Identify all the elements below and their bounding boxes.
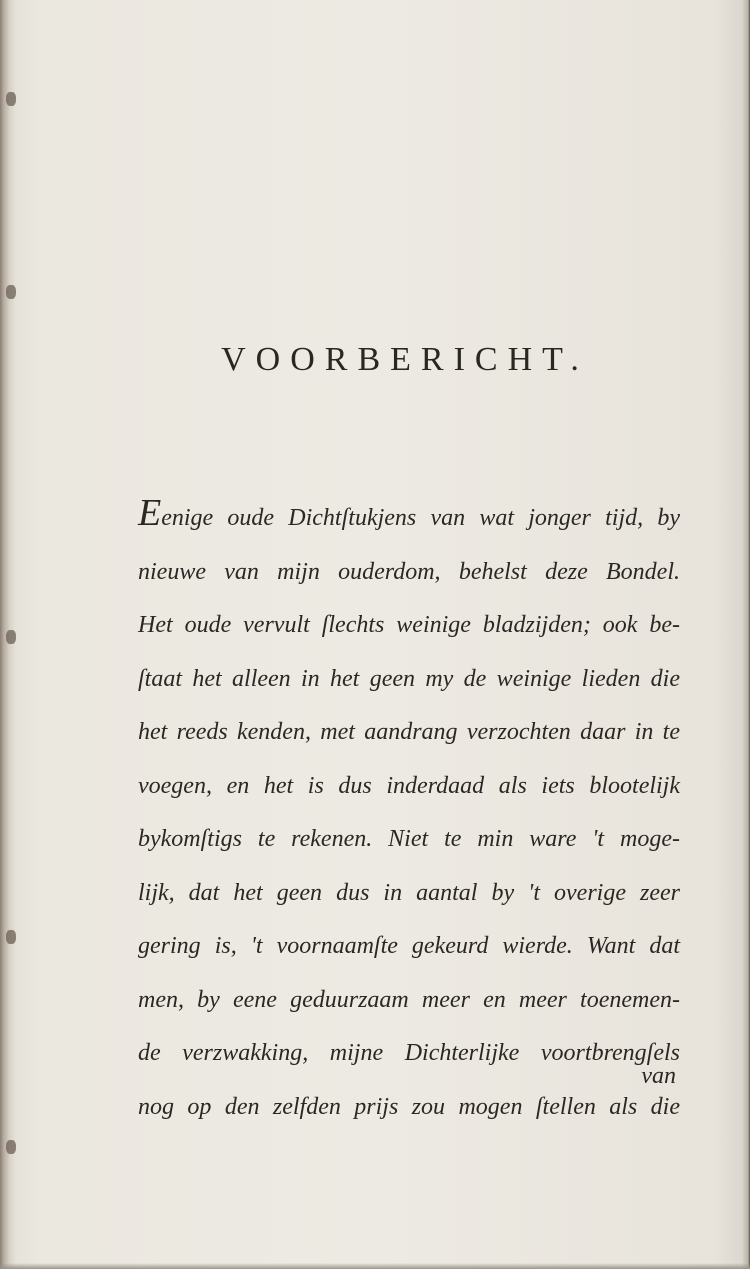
- drop-cap: E: [138, 492, 162, 534]
- text-line: de verzwakking, mijne Dichterlijke voortbrengſels: [138, 1040, 680, 1066]
- text-line: gering is, 't voornaamſte gekeurd wierde. Want dat: [138, 933, 680, 959]
- binding-stitch: [6, 930, 16, 944]
- binding-stitch: [6, 630, 16, 644]
- catchword: van: [641, 1063, 676, 1089]
- text-line: het reeds kenden, met aandrang verzochten daar in te: [138, 719, 680, 745]
- body-text: [138, 492, 680, 1134]
- page-heading: VOORBERICHT.: [221, 340, 589, 378]
- page-right-edge: [742, 0, 750, 1269]
- text-line: nieuwe van mijn ouderdom, behelst deze Bondel.: [138, 558, 680, 585]
- text-line: Het oude vervult ſlechts weinige bladzijden; ook be-: [138, 612, 680, 638]
- binding-stitch: [6, 285, 16, 299]
- binding-stitch: [6, 1140, 16, 1154]
- text-line: nog op den zelfden prijs zou mogen ſtellen als die: [138, 1093, 680, 1120]
- text-line: men, by eene geduurzaam meer en meer toenemen-: [138, 986, 680, 1013]
- text-line: ſtaat het alleen in het geen my de weinige lieden die: [138, 665, 680, 692]
- text-line: bykomſtigs te rekenen. Niet te min ware 't moge-: [138, 826, 680, 852]
- text-line: lijk, dat het geen dus in aantal by 't overige zeer: [138, 879, 680, 906]
- text-line: voegen, en het is dus inderdaad als iets blootelijk: [138, 772, 680, 799]
- text-line: Eenige oude Dichtſtukjens van wat jonger tijd, by: [138, 492, 680, 534]
- binding-stitch: [6, 92, 16, 106]
- page-bottom-edge: [0, 1263, 750, 1269]
